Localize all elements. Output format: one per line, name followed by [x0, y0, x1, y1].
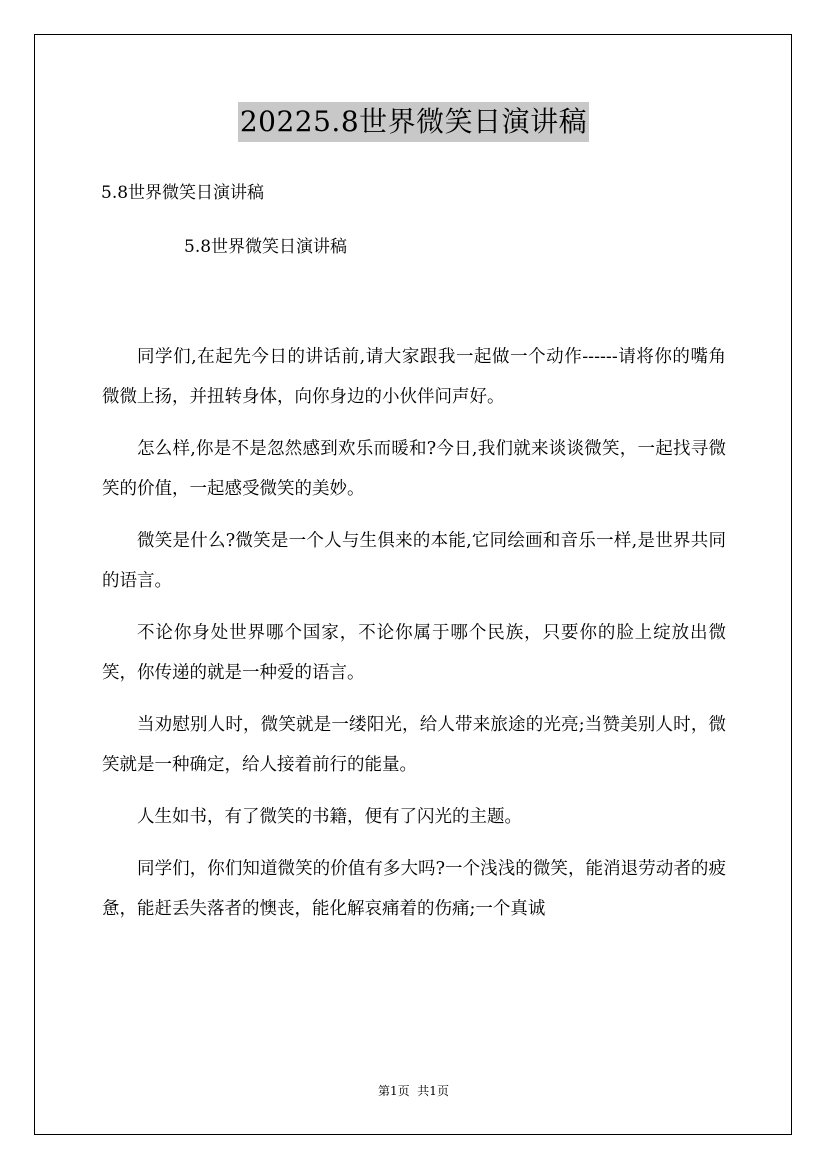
paragraph: 同学们，你们知道微笑的价值有多大吗?一个浅浅的微笑，能消退劳动者的疲惫，能赶丢失落者的懊丧，能化解哀痛着的伤痛;一个真诚: [102, 859, 726, 919]
paragraph: 怎么样,你是不是忽然感到欢乐而暖和?今日,我们就来谈谈微笑，一起找寻微笑的价值，一起感受微笑的美妙。: [102, 439, 726, 499]
paragraph: 人生如书，有了微笑的书籍，便有了闪光的主题。: [137, 807, 522, 827]
document-body: [102, 337, 726, 929]
title-container: [0, 102, 827, 142]
page-footer: 第1页 共1页: [378, 1084, 449, 1098]
subtitle-secondary: 5.8世界微笑日演讲稿: [184, 237, 348, 257]
paragraph: 当劝慰别人时，微笑就是一缕阳光，给人带来旅途的光亮;当赞美别人时，微笑就是一种确定，给人接着前行的能量。: [102, 715, 726, 775]
subtitle-primary: 5.8世界微笑日演讲稿: [101, 183, 265, 203]
document-title: 20225.8世界微笑日演讲稿: [238, 102, 589, 142]
paragraph: 不论你身处世界哪个国家，不论你属于哪个民族，只要你的脸上绽放出微笑，你传递的就是一种爱的语言。: [102, 623, 726, 683]
paragraph: 同学们,在起先今日的讲话前,请大家跟我一起做一个动作------请将你的嘴角微微上扬，并扭转身体，向你身边的小伙伴问声好。: [102, 347, 726, 407]
paragraph: 微笑是什么?微笑是一个人与生俱来的本能,它同绘画和音乐一样,是世界共同的语言。: [102, 531, 726, 591]
